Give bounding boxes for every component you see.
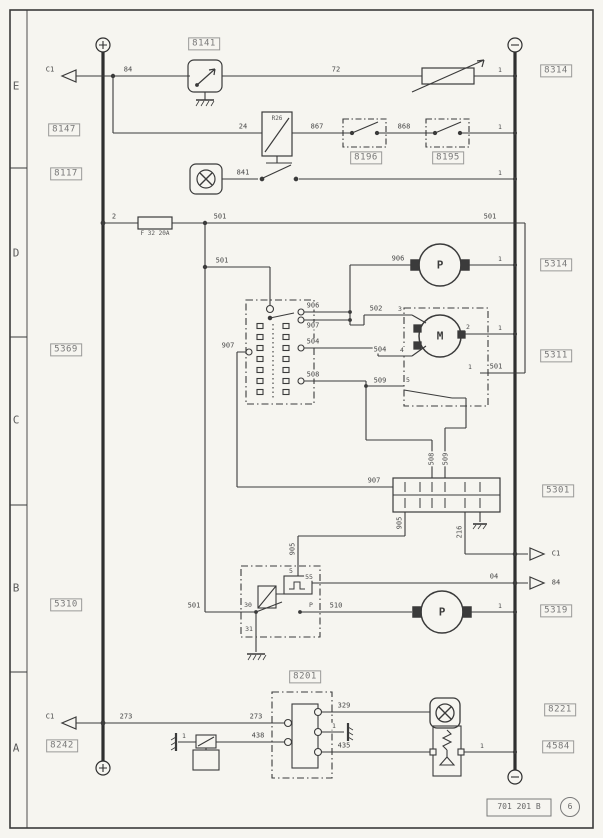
- component-box-5319: 5319: [540, 604, 572, 617]
- wire-label-435: 435: [337, 741, 351, 750]
- wire-label-2: 2: [111, 212, 117, 221]
- rheostat-icon: [412, 60, 484, 92]
- wire-label-502: 502: [369, 304, 383, 313]
- resistor-valve-icon: [430, 726, 464, 776]
- arrow-left-c1-bottom: [62, 717, 76, 729]
- pin-label-55: 55: [305, 572, 313, 581]
- arrow-right-c1: [530, 548, 544, 560]
- zone-label-b: B: [12, 581, 20, 595]
- pin-label-1-motor: 1: [468, 362, 472, 371]
- pin-label-30: 30: [244, 600, 252, 609]
- component-box-5301: 5301: [542, 484, 574, 497]
- wires: [74, 76, 528, 752]
- pin-label-1-row2: 1: [498, 122, 502, 131]
- bus-right-negative: [508, 38, 522, 784]
- wire-label-501-a: 501: [213, 212, 227, 221]
- junction-dots: [101, 74, 518, 754]
- wiper-motor-icon: [404, 308, 488, 406]
- bus-left-positive: [96, 38, 110, 775]
- wire-label-867: 867: [310, 122, 324, 131]
- zone-label-a: A: [12, 741, 20, 755]
- pin-label-1-buzzer: 1: [182, 731, 186, 740]
- clock-icon: [190, 164, 222, 194]
- arrow-right-84: [530, 577, 544, 589]
- arrow-label-c1-top: C1: [45, 65, 55, 74]
- pin-label-31: 31: [245, 624, 253, 633]
- wire-label-509-motor: 509: [373, 376, 387, 385]
- wire-label-510: 510: [329, 601, 343, 610]
- wire-label-329: 329: [337, 701, 351, 710]
- ground-bar-8201: [348, 723, 353, 741]
- wire-label-907-left: 907: [221, 341, 235, 350]
- pin-label-p: P: [309, 600, 313, 609]
- wire-label-24: 24: [238, 122, 248, 131]
- connector-5301: [393, 478, 500, 529]
- pump-bottom-letter: P: [438, 605, 446, 619]
- wire-label-04: 04: [489, 572, 499, 581]
- pin-label-1-pump-top: 1: [498, 254, 502, 263]
- wire-label-868: 868: [397, 122, 411, 131]
- component-box-8141: 8141: [188, 37, 220, 50]
- component-box-8201: 8201: [289, 670, 321, 683]
- wire-label-501-motor: 501: [489, 362, 503, 371]
- component-box-5314: 5314: [540, 258, 572, 271]
- sheet-number: 6: [567, 802, 573, 811]
- wire-label-906-switch: 906: [306, 301, 320, 310]
- fuse-icon: [138, 217, 172, 229]
- pin-label-1-motor-bus: 1: [498, 323, 502, 332]
- sheet-code: 701 201 B: [497, 802, 541, 811]
- arrow-label-c1-mid: C1: [551, 549, 561, 558]
- component-box-8221: 8221: [544, 703, 576, 716]
- pin-label-5-relay: 5: [289, 566, 293, 575]
- arrow-label-c1-bottom: C1: [45, 712, 55, 721]
- component-box-8196: 8196: [350, 151, 382, 164]
- wire-label-84: 84: [123, 65, 133, 74]
- wire-label-906-pump: 906: [391, 254, 405, 263]
- wiper-switch-block: [246, 300, 314, 404]
- wire-label-504-motor: 504: [373, 345, 387, 354]
- wire-label-438: 438: [251, 731, 265, 740]
- component-box-8195: 8195: [432, 151, 464, 164]
- pin-label-1-row3: 1: [498, 168, 502, 177]
- blower-fan-icon: [430, 698, 460, 728]
- wire-label-273-b: 273: [249, 712, 263, 721]
- offpage-arrows: [62, 70, 544, 729]
- wire-label-216-vertical: 216: [455, 525, 464, 539]
- wire-label-905-relay: 905: [288, 542, 297, 556]
- component-box-8242: 8242: [46, 739, 78, 752]
- wire-label-501-relay: 501: [187, 601, 201, 610]
- wire-label-907-5301: 907: [367, 476, 381, 485]
- wire-label-72: 72: [331, 65, 341, 74]
- component-box-5310: 5310: [50, 598, 82, 611]
- wire-label-504-switch: 504: [306, 337, 320, 346]
- wire-label-509-vertical: 509: [441, 452, 450, 466]
- component-box-8314: 8314: [540, 64, 572, 77]
- wire-label-841: 841: [236, 168, 250, 177]
- pin-label-5-motor: 5: [406, 375, 410, 384]
- wire-label-508-switch: 508: [306, 370, 320, 379]
- pin-label-2: 2: [466, 322, 470, 331]
- component-box-8117: 8117: [50, 167, 82, 180]
- zone-label-e: E: [12, 79, 20, 93]
- component-box-8147: 8147: [48, 123, 80, 136]
- zone-label-c: C: [12, 413, 20, 427]
- wire-label-905-vertical: 905: [395, 516, 404, 530]
- zone-label-d: D: [12, 246, 20, 260]
- pump-top-letter: P: [436, 258, 444, 272]
- pin-label-1-row1: 1: [498, 65, 502, 74]
- arrow-label-84: 84: [551, 578, 561, 587]
- motor-letter: M: [436, 329, 444, 343]
- wire-label-501-branch: 501: [215, 256, 229, 265]
- wire-label-273-a: 273: [119, 712, 133, 721]
- pin-label-1-ground: 1: [332, 721, 336, 730]
- buzzer-icon: [171, 733, 219, 770]
- pin-label-1-4584: 1: [480, 741, 484, 750]
- pin-label-1-pump-bottom: 1: [498, 601, 502, 610]
- wire-label-508-vertical: 508: [427, 452, 436, 466]
- component-box-5369: 5369: [50, 343, 82, 356]
- arrow-left-c1-top: [62, 70, 76, 82]
- wire-label-907-switch: 907: [306, 321, 320, 330]
- relay-r26-label: R26: [271, 115, 283, 122]
- connector-8201: [272, 692, 332, 778]
- pin-label-4: 4: [400, 345, 404, 354]
- component-box-4584: 4584: [542, 740, 574, 753]
- component-box-5311: 5311: [540, 349, 572, 362]
- wire-label-501-b: 501: [483, 212, 497, 221]
- fuse-label: F 32 20A: [140, 230, 170, 237]
- pin-label-3: 3: [398, 304, 402, 313]
